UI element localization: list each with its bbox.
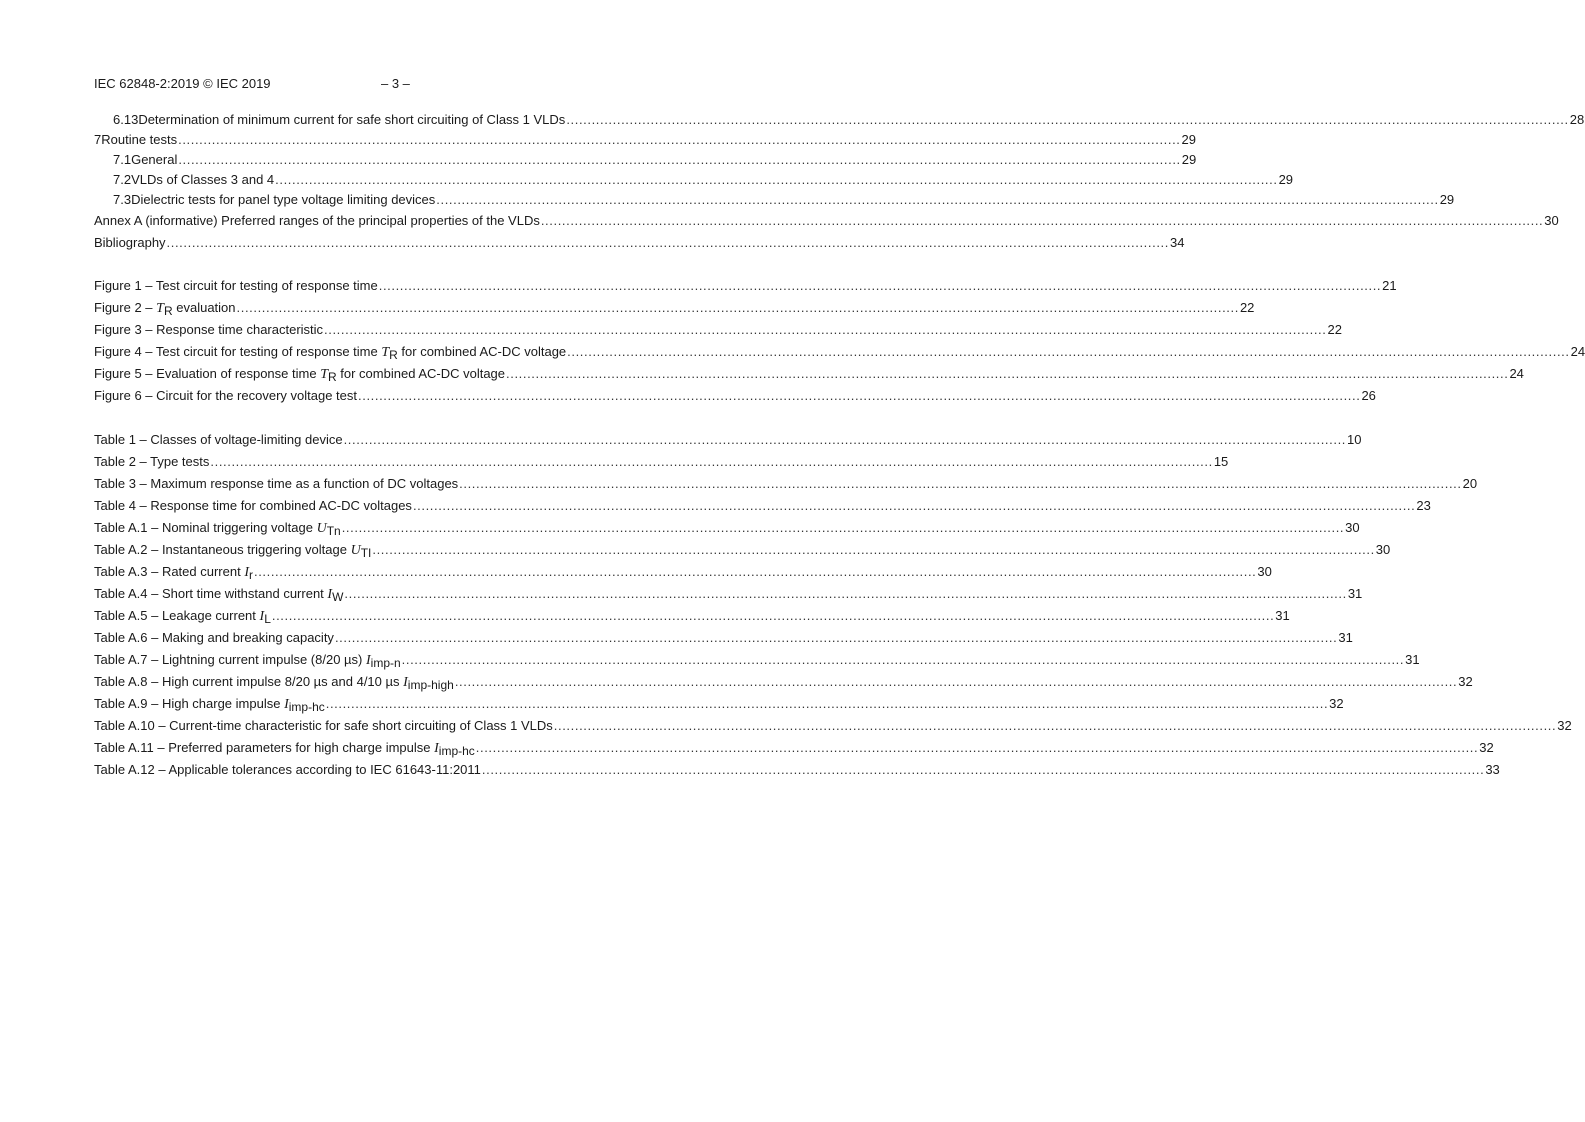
dot-leader (358, 385, 1360, 407)
dot-leader (567, 341, 1569, 363)
symbol-subscript: R (327, 370, 337, 384)
table-entry[interactable] (94, 495, 1431, 517)
figure-entry-page: 22 (1327, 322, 1342, 337)
figure-entry-title: Figure 5 – Evaluation of response time TR for combined AC-DC voltage (94, 366, 506, 384)
figure-entry-title: Figure 6 – Circuit for the recovery voltage test (94, 388, 358, 403)
table-entry-page: 32 (1479, 740, 1494, 755)
figure-entry-page: 26 (1361, 388, 1376, 403)
table-entry-page: 30 (1257, 564, 1272, 579)
toc-entry-title: Bibliography (94, 235, 166, 250)
table-entry[interactable] (94, 583, 1363, 605)
figure-entry-title: Figure 3 – Response time characteristic (94, 322, 324, 337)
table-entry-page: 10 (1347, 432, 1362, 447)
table-entry-title: Table A.1 – Nominal triggering voltage UTn (94, 520, 341, 538)
table-entry-page: 31 (1405, 652, 1420, 667)
symbol: TR (320, 367, 337, 384)
table-entry-title: Table 1 – Classes of voltage-limiting device (94, 432, 343, 447)
figure-entry-title: Figure 2 – TR evaluation (94, 300, 236, 318)
toc-entry[interactable] (94, 190, 1455, 210)
table-entry-page: 30 (1375, 542, 1391, 557)
figure-entry-page: 24 (1509, 366, 1524, 381)
toc-entry[interactable] (94, 130, 1196, 150)
symbol-subscript: imp-hc (288, 700, 325, 714)
symbol-subscript: R (389, 348, 398, 362)
toc-entry-number: 7 (94, 132, 102, 147)
table-entry-title: Table A.6 – Making and breaking capacity (94, 630, 334, 645)
dot-leader (167, 232, 1169, 254)
dot-leader (335, 627, 1337, 649)
toc-entry[interactable] (94, 170, 1294, 190)
symbol: IL (259, 609, 271, 626)
dot-leader (541, 210, 1543, 232)
dot-leader (402, 649, 1404, 671)
table-entry-title: Table A.11 – Preferred parameters for high charge impulse Iimp-hc (94, 740, 475, 758)
symbol: Iimp-n (365, 653, 401, 670)
dot-leader (506, 363, 1508, 385)
toc-entry-number: 7.2 (113, 172, 132, 187)
table-entry-page: 30 (1345, 520, 1360, 535)
dot-leader (372, 539, 1374, 561)
table-entry-page: 31 (1275, 608, 1290, 623)
symbol-subscript: L (264, 612, 271, 626)
dot-leader (455, 671, 1457, 693)
toc-sections (94, 110, 1585, 254)
symbol-subscript: Tn (326, 524, 341, 538)
toc-entry-title: Routine tests (101, 132, 178, 147)
toc-entry-page: 29 (1181, 152, 1197, 167)
table-entry[interactable] (94, 649, 1420, 671)
dot-leader (324, 319, 1326, 341)
toc-entry-page: 29 (1278, 172, 1294, 187)
dot-leader (482, 759, 1484, 781)
list-of-tables (94, 429, 1572, 781)
dot-leader (342, 517, 1344, 539)
figure-entry[interactable] (94, 275, 1397, 297)
document-id: IEC 62848-2:2019 © IEC 2019 (94, 76, 271, 91)
toc-entry-page: 28 (1569, 112, 1585, 127)
symbol: TR (156, 301, 173, 318)
dot-leader (344, 429, 1346, 451)
dot-leader (178, 150, 1180, 170)
toc-entry-page: 34 (1169, 235, 1185, 250)
toc-entry-number: 7.1 (113, 152, 132, 167)
table-entry-title: Table A.2 – Instantaneous triggering voltage UTI (94, 542, 372, 560)
page-header (94, 76, 698, 94)
table-entry-title: Table A.3 – Rated current Ir (94, 564, 253, 582)
symbol: IW (327, 587, 344, 604)
table-entry[interactable] (94, 737, 1494, 759)
table-entry[interactable] (94, 715, 1572, 737)
table-entry-page: 20 (1462, 476, 1478, 491)
dot-leader (326, 693, 1328, 715)
toc-entry-title: VLDs of Classes 3 and 4 (131, 172, 275, 187)
dot-leader (272, 605, 1274, 627)
table-entry[interactable] (94, 539, 1391, 561)
page-number: – 3 – (381, 76, 410, 91)
symbol-subscript: W (332, 590, 344, 604)
toc-annex[interactable] (94, 210, 1559, 232)
figure-entry[interactable] (94, 363, 1524, 385)
dot-leader (459, 473, 1461, 495)
table-entry[interactable] (94, 517, 1360, 539)
toc-entry-number: 6.13 (113, 112, 139, 127)
toc-bibliography[interactable] (94, 232, 1185, 254)
table-entry-title: Table A.4 – Short time withstand current IW (94, 586, 344, 604)
table-entry[interactable] (94, 671, 1473, 693)
list-of-figures (94, 275, 1585, 407)
table-entry-page: 31 (1347, 586, 1363, 601)
symbol-subscript: imp-high (407, 678, 454, 692)
toc-entry-title: Determination of minimum current for safe short circuiting of Class 1 VLDs (138, 112, 566, 127)
table-entry[interactable] (94, 759, 1500, 781)
toc-entry-page: 30 (1544, 213, 1559, 228)
symbol-subscript: R (163, 304, 173, 318)
toc-entry-number: 7.3 (113, 192, 132, 207)
table-entry[interactable] (94, 693, 1344, 715)
table-entry-title: Table A.12 – Applicable tolerances according to IEC 61643-11:2011 (94, 762, 481, 777)
toc-entry[interactable] (94, 110, 1585, 130)
dot-leader (237, 297, 1239, 319)
symbol: Iimp-hc (284, 697, 325, 714)
figure-entry-page: 21 (1382, 278, 1397, 293)
toc-entry-title: General (131, 152, 178, 167)
symbol: Iimp-high (403, 675, 454, 692)
table-entry-page: 32 (1458, 674, 1473, 689)
dot-leader (436, 190, 1438, 210)
toc-entry-title: Annex A (informative) Preferred ranges of the principal properties of the VLDs (94, 213, 540, 228)
dot-leader (178, 130, 1180, 150)
dot-leader (566, 110, 1568, 130)
toc-entry-page: 29 (1181, 132, 1196, 147)
dot-leader (476, 737, 1478, 759)
table-entry[interactable] (94, 451, 1229, 473)
dot-leader (254, 561, 1256, 583)
table-entry-page: 32 (1557, 718, 1572, 733)
table-entry[interactable] (94, 561, 1272, 583)
symbol-subscript: r (248, 568, 253, 582)
table-entry-title: Table 4 – Response time for combined AC-DC voltages (94, 498, 412, 513)
table-entry-title: Table 2 – Type tests (94, 454, 210, 469)
toc-entry[interactable] (94, 150, 1197, 170)
table-entry-page: 31 (1338, 630, 1353, 645)
figure-entry-page: 24 (1570, 344, 1585, 359)
dot-leader (554, 715, 1556, 737)
figure-entry[interactable] (94, 385, 1376, 407)
dot-leader (210, 451, 1212, 473)
table-entry-title: Table A.7 – Lightning current impulse (8/20 µs) Iimp-n (94, 652, 401, 670)
table-entry[interactable] (94, 605, 1290, 627)
figure-entry[interactable] (94, 341, 1585, 363)
table-entry-title: Table A.10 – Current-time characteristic for safe short circuiting of Class 1 VLDs (94, 718, 553, 733)
table-entry-page: 32 (1329, 696, 1344, 711)
symbol: UTI (350, 543, 372, 560)
figure-entry[interactable] (94, 319, 1342, 341)
symbol: UTn (316, 521, 341, 538)
dot-leader (344, 583, 1346, 605)
table-entry[interactable] (94, 429, 1362, 451)
symbol: Ir (244, 565, 253, 582)
dot-leader (275, 170, 1277, 190)
symbol-subscript: imp-n (370, 656, 401, 670)
symbol-subscript: TI (360, 546, 372, 560)
figure-entry[interactable] (94, 297, 1255, 319)
table-entry-title: Table A.9 – High charge impulse Iimp-hc (94, 696, 325, 714)
table-entry[interactable] (94, 473, 1478, 495)
toc-entry-page: 29 (1439, 192, 1455, 207)
table-entry-title: Table A.8 – High current impulse 8/20 µs and 4/10 µs Iimp-high (94, 674, 454, 692)
dot-leader (413, 495, 1415, 517)
table-entry-page: 15 (1213, 454, 1229, 469)
table-entry-page: 33 (1485, 762, 1500, 777)
toc-entry-title: Dielectric tests for panel type voltage limiting devices (131, 192, 436, 207)
figure-entry-title: Figure 4 – Test circuit for testing of response time TR for combined AC-DC voltage (94, 344, 567, 362)
table-entry[interactable] (94, 627, 1353, 649)
figure-entry-page: 22 (1239, 300, 1255, 315)
table-entry-title: Table A.5 – Leakage current IL (94, 608, 271, 626)
symbol-subscript: imp-hc (438, 744, 475, 758)
symbol: TR (381, 345, 398, 362)
figure-entry-title: Figure 1 – Test circuit for testing of response time (94, 278, 378, 293)
table-entry-title: Table 3 – Maximum response time as a function of DC voltages (94, 476, 459, 491)
table-entry-page: 23 (1416, 498, 1431, 513)
symbol: Iimp-hc (434, 741, 475, 758)
dot-leader (379, 275, 1381, 297)
